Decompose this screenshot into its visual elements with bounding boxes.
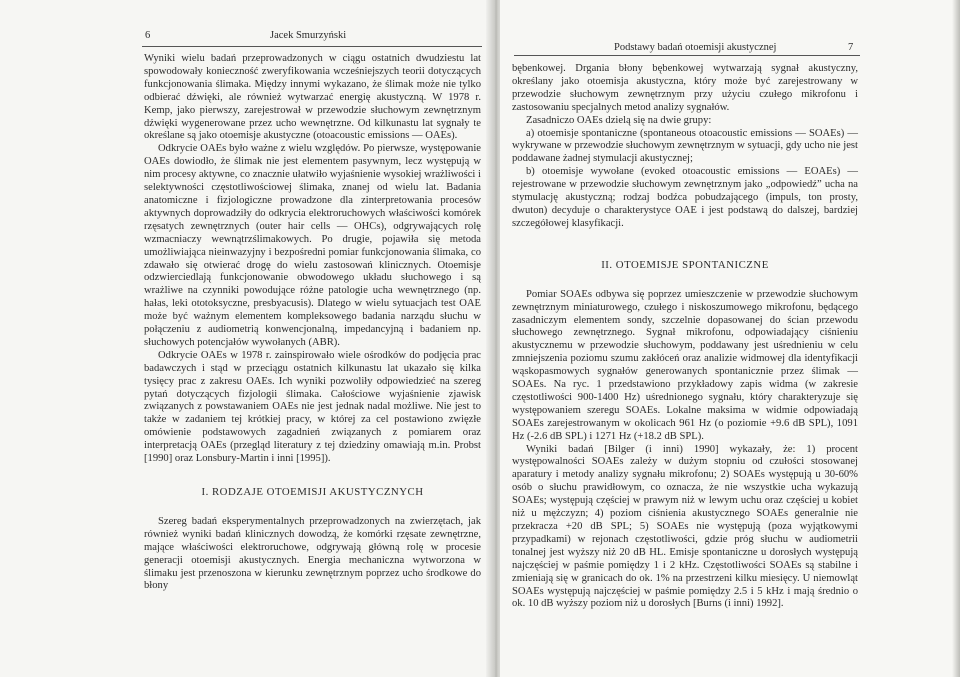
right-page xyxy=(500,0,960,677)
section-heading: I. RODZAJE OTOEMISJI AKUSTYCZNYCH xyxy=(201,486,424,498)
page-number: 6 xyxy=(145,30,151,41)
header-rule xyxy=(514,55,860,56)
paragraph: Pomiar SOAEs odbywa się poprzez umieszczenie w przewodzie słuchowym zewnętrznym miniaturowego, czułego i niskoszumowego mikrofonu, będącego zasadniczym elementem sondy, szczelnie dopasowanej do ścian przewodu słuchowego zewnętrznego. Sygnał mikrofonu, odpowiadający ciśnieniu akustycznemu w przewodzie słuchowym, poddawany jest uśrednieniu w celu zmniejszenia poziomu szumu zakłóceń oraz analizie widmowej dla identyfikacji wąskopasmowych sygnałów generowanych spontanicznie przez ślimak — SOAEs. Na ryc. 1 przedstawiono przykładowy zapis widma (w zakresie częstotliwości 900-1400 Hz) uśrednionego sygnału, który charakteryzuje się występowaniem szeregu SOAEs. Lokalne maksima w widmie odpowiadają SOAEs zarejestrowanym w okolicach 961 Hz (o poziomie +9.6 dB SPL), 1091 Hz (-2.6 dB SPL) i 1271 Hz (+18.2 dB SPL). xyxy=(512,288,858,442)
paragraph: Wyniki badań [Bilger (i inni) 1990] wykazały, że: 1) procent występowalności SOAEs zależy w dużym stopniu od czułości stosowanej aparatury i metody analizy sygnału mikrofonu; 2) SOAEs występują u 30-60% osób o słuchu prawidłowym, co oznacza, że nie wszystkie ucha wykazują SOAEs; występują częściej w prawym niż w lewym uchu oraz częściej u kobiet niż u mężczyzn; 4) poziom ciśnienia akustycznego SOAEs generalnie nie przekracza +20 dB SPL; 5) SOAEs nie występują (poza wyjątkowymi przypadkami) w rejonach częstotliwości, gdzie próg słuchu w audiometrii tonalnej jest wyższy niż 20 dB HL. Emisje spontaniczne u dorosłych występują najczęściej w paśmie pomiędzy 1 i 2 kHz. Częstotliwości SOAEs są stabilne i zmieniają się w granicach do ok. 1% na przestrzeni kilku miesięcy. U niemowląt SOAEs występują najczęściej w paśmie pomiędzy 2.5 i 5 kHz i mają średnio o ok. 10 dB wyższy poziom niż u dorosłych [Burns (i inni) 1992]. xyxy=(512,443,858,610)
header-rule xyxy=(142,46,482,47)
running-head: Jacek Smurzyński xyxy=(270,30,347,41)
page-number: 7 xyxy=(848,42,854,53)
paragraph: Szereg badań eksperymentalnych przeprowadzonych na zwierzętach, jak również wyniki badań klinicznych dowodzą, że komórki rzęsate zewnętrzne, mające właściwości elektroruchowe, odgrywają główną rolę w procesie generacji otoemisji akustycznych. Energia mechaniczna wytworzona w ślimaku jest przenoszona w kierunku zewnętrznym poprzez ucho środkowe do błony xyxy=(144,515,481,592)
running-head: Podstawy badań otoemisji akustycznej xyxy=(614,42,777,53)
list-item: a) otoemisje spontaniczne (spontaneous otoacoustic emissions — SOAEs) — wykrywane w przewodzie słuchowym zewnętrznym w sytuacji, gdy ucho nie jest poddawane żadnej stymulacji akustycznej; xyxy=(512,127,858,165)
paragraph: Zasadniczo OAEs dzielą się na dwie grupy: xyxy=(526,114,712,126)
paragraph: bębenkowej. Drgania błony bębenkowej wytwarzają sygnał akustyczny, określany jako otoemisja akustyczna, który może być zarejestrowany w przewodzie słuchowym zewnętrznym przy użyciu czułego mikrofonu i zastosowaniu specjalnych metod analizy sygnałów. xyxy=(512,63,858,113)
right-text-column xyxy=(512,63,858,611)
list-item: b) otoemisje wywołane (evoked otoacoustic emissions — EOAEs) — rejestrowane w przewodzie słuchowym zewnętrznym jako „odpowiedź” ucha na stymulację akustyczną; rodzaj bodźca pobudzającego (impuls, ton prosty, dwuton) decyduje o charakterystyce OAE i jest podstawą do dalszej, bardziej szczegółowej klasyfikacji. xyxy=(512,166,858,229)
section-heading: II. OTOEMISJE SPONTANICZNE xyxy=(601,258,769,271)
page-edge xyxy=(952,0,960,677)
paragraph: Wyniki wielu badań przeprowadzonych w ciągu ostatnich dwudziestu lat spowodowały konieczność zweryfikowania wcześniejszych teorii dotyczących funkcjonowania ślimaka. Między innymi wykazano, że ślimak może nie tylko odbierać dźwięki, ale również wytwarzać energię akustyczną. W 1978 r. Kemp, jako pierwszy, zarejestrował w przewodzie słuchowym zewnętrznym dźwięki wygenerowane przez ucho wewnętrzne. Od kilkunastu lat sygnały te określane są jako otoemisje akustyczne (otoacoustic emissions — OAEs). xyxy=(144,53,481,142)
paragraph: Odkrycie OAEs w 1978 r. zainspirowało wiele ośrodków do podjęcia prac badawczych i stąd w przeciągu ostatnich kilkunastu lat ukazało się kilka tysięcy prac z zakresu OAEs. Ich wyniki pozwoliły odpowiedzieć na szereg pytań dotyczących fizjologii ślimaka. Całościowe wyjaśnienie zjawisk związanych z powstawaniem OAEs nie jest jednak nadal możliwe. Nie jest to także w zadaniem tej krótkiej pracy, w której za cel postawiono zwięzłe omówienie podstawowych zagadnień związanych z pomiarem oraz interpretacją OAEs (przegląd literatury z tej dziedziny omawiają m.in. Probst [1990] oraz Lonsbury-Martin i inni [1995]). xyxy=(144,349,481,465)
left-text-column xyxy=(144,53,481,593)
paragraph: Odkrycie OAEs było ważne z wielu względów. Po pierwsze, występowanie OAEs dowiodło, że ślimak nie jest elementem pasywnym, lecz występują w nim procesy aktywne, co znacznie ułatwiło wyjaśnienie wysokiej wrażliwości i selektywności częstotliwościowej ślimaka, znanej od wielu lat. Badania anatomiczne i fizjologiczne prowadzone dla zinterpretowania procesów aktywnych doprowadziły do odkrycia elektroruchowych właściwości komórek rzęsatych zewnętrznych (outer hair cells — OHCs), odgrywających rolę wzmacniaczy wewnątrzślimakowych. Po drugie, pojawiła się metoda umożliwiająca nieinwazyjny i bezpośredni pomiar funkcjonowania ślimaka, co zdawało się otwierać drogę do wielu zastosowań klinicznych. Otoemisje odzwierciedlają funkcjonowanie obwodowego układu słuchowego i są wrażliwe na czynniki powodujące różne patologie ucha wewnętrznego (np. hałas, leki ototoksyczne, presbyacusis). Dlatego w wielu sytuacjach test OAE może być ważnym elementem kompleksowego badania narządu słuchu w połączeniu z audiometrią konwencjonalną, impedancyjną i badaniem np. słuchowych potencjałów wywołanych (ABR). xyxy=(144,143,481,348)
